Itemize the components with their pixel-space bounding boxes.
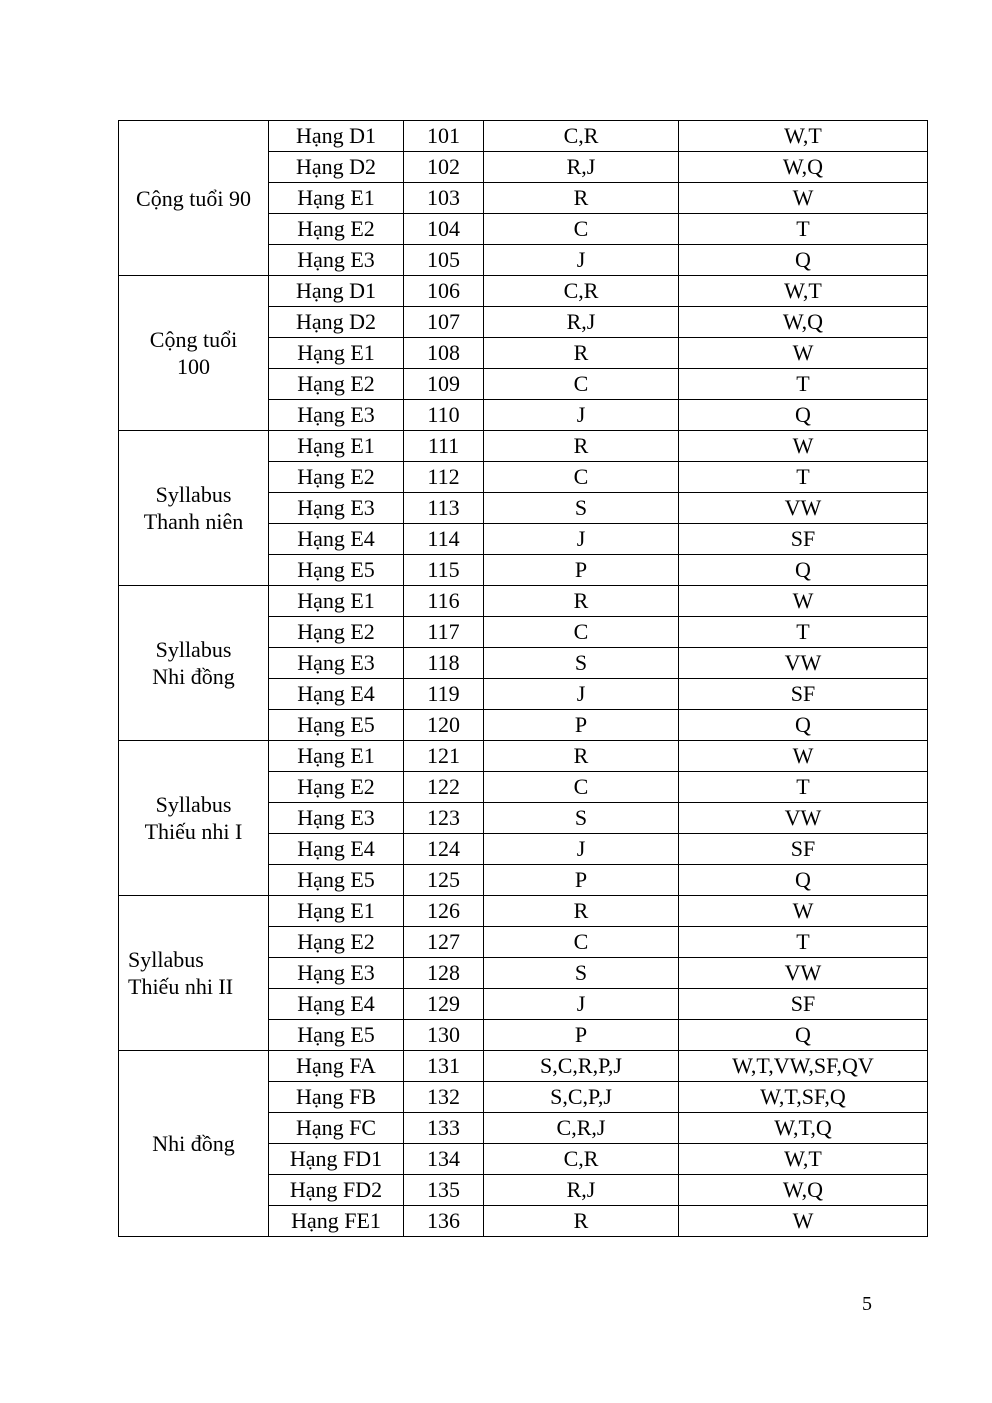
dance-set-a-cell: R,J [484, 152, 679, 183]
dance-set-b-cell: W,T,Q [679, 1113, 928, 1144]
code-cell: 133 [404, 1113, 484, 1144]
code-cell: 119 [404, 679, 484, 710]
code-cell: 126 [404, 896, 484, 927]
dance-set-b-cell: W,T,SF,Q [679, 1082, 928, 1113]
dance-set-b-cell: W [679, 741, 928, 772]
level-cell: Hạng E4 [269, 834, 404, 865]
code-cell: 109 [404, 369, 484, 400]
dance-set-b-cell: W,T [679, 121, 928, 152]
group-name-line: 100 [177, 354, 210, 379]
level-cell: Hạng E4 [269, 989, 404, 1020]
dance-set-b-cell: SF [679, 834, 928, 865]
dance-set-a-cell: C,R,J [484, 1113, 679, 1144]
dance-set-a-cell: J [484, 400, 679, 431]
code-cell: 128 [404, 958, 484, 989]
dance-set-b-cell: Q [679, 555, 928, 586]
group-name-cell [119, 586, 269, 741]
level-cell: Hạng FC [269, 1113, 404, 1144]
table-row [119, 121, 928, 152]
dance-set-a-cell: P [484, 1020, 679, 1051]
level-cell: Hạng E3 [269, 648, 404, 679]
dance-set-a-cell: C [484, 617, 679, 648]
code-cell: 131 [404, 1051, 484, 1082]
code-cell: 102 [404, 152, 484, 183]
code-cell: 113 [404, 493, 484, 524]
level-cell: Hạng E1 [269, 183, 404, 214]
code-cell: 122 [404, 772, 484, 803]
dance-set-a-cell: R [484, 338, 679, 369]
dance-set-b-cell: W [679, 431, 928, 462]
level-cell: Hạng E2 [269, 214, 404, 245]
table-row [119, 896, 928, 927]
dance-set-a-cell: J [484, 989, 679, 1020]
level-cell: Hạng E2 [269, 772, 404, 803]
dance-set-a-cell: C [484, 462, 679, 493]
dance-set-a-cell: J [484, 524, 679, 555]
table-row [119, 741, 928, 772]
code-cell: 135 [404, 1175, 484, 1206]
level-cell: Hạng E1 [269, 338, 404, 369]
dance-set-a-cell: R [484, 586, 679, 617]
level-cell: Hạng D1 [269, 121, 404, 152]
group-name-cell [119, 896, 269, 1051]
dance-set-a-cell: S [484, 493, 679, 524]
code-cell: 108 [404, 338, 484, 369]
code-cell: 124 [404, 834, 484, 865]
dance-set-a-cell: J [484, 679, 679, 710]
dance-set-b-cell: T [679, 369, 928, 400]
dance-set-b-cell: VW [679, 803, 928, 834]
code-cell: 107 [404, 307, 484, 338]
table-row [119, 586, 928, 617]
level-cell: Hạng FA [269, 1051, 404, 1082]
level-cell: Hạng E2 [269, 462, 404, 493]
level-cell: Hạng FB [269, 1082, 404, 1113]
dance-set-a-cell: S,C,P,J [484, 1082, 679, 1113]
dance-set-b-cell: W,Q [679, 1175, 928, 1206]
dance-set-a-cell: R [484, 183, 679, 214]
dance-set-a-cell: P [484, 865, 679, 896]
code-cell: 104 [404, 214, 484, 245]
dance-set-b-cell: VW [679, 648, 928, 679]
dance-set-b-cell: Q [679, 865, 928, 896]
dance-set-a-cell: J [484, 245, 679, 276]
level-cell: Hạng FE1 [269, 1206, 404, 1237]
level-cell: Hạng E3 [269, 958, 404, 989]
dance-set-b-cell: T [679, 617, 928, 648]
code-cell: 103 [404, 183, 484, 214]
table-body [119, 121, 928, 1237]
dance-set-a-cell: C,R [484, 1144, 679, 1175]
dance-set-a-cell: R [484, 896, 679, 927]
code-cell: 121 [404, 741, 484, 772]
dance-set-b-cell: SF [679, 679, 928, 710]
dance-set-a-cell: S [484, 648, 679, 679]
code-cell: 134 [404, 1144, 484, 1175]
code-cell: 117 [404, 617, 484, 648]
level-cell: Hạng E1 [269, 586, 404, 617]
code-cell: 115 [404, 555, 484, 586]
dance-set-a-cell: C,R [484, 276, 679, 307]
group-name-line: Syllabus [155, 637, 232, 662]
dance-set-a-cell: R [484, 741, 679, 772]
dance-set-b-cell: W [679, 1206, 928, 1237]
dance-set-b-cell: T [679, 214, 928, 245]
code-cell: 112 [404, 462, 484, 493]
dance-set-b-cell: W [679, 586, 928, 617]
dance-set-a-cell: P [484, 555, 679, 586]
group-name-cell [119, 431, 269, 586]
code-cell: 136 [404, 1206, 484, 1237]
level-cell: Hạng E2 [269, 369, 404, 400]
group-name-cell [119, 121, 269, 276]
code-cell: 125 [404, 865, 484, 896]
code-cell: 116 [404, 586, 484, 617]
level-cell: Hạng FD2 [269, 1175, 404, 1206]
group-name-line: Syllabus [155, 482, 232, 507]
dance-set-a-cell: R,J [484, 307, 679, 338]
dance-set-a-cell: J [484, 834, 679, 865]
dance-set-b-cell: SF [679, 989, 928, 1020]
level-cell: Hạng E5 [269, 710, 404, 741]
dance-set-b-cell: W,T [679, 276, 928, 307]
level-cell: Hạng E5 [269, 865, 404, 896]
table-row [119, 276, 928, 307]
level-cell: Hạng D1 [269, 276, 404, 307]
group-name-cell [119, 276, 269, 431]
dance-set-a-cell: C [484, 369, 679, 400]
code-cell: 127 [404, 927, 484, 958]
dance-set-b-cell: T [679, 927, 928, 958]
level-cell: Hạng E1 [269, 741, 404, 772]
dance-set-b-cell: W [679, 338, 928, 369]
dance-set-b-cell: W [679, 896, 928, 927]
level-cell: Hạng E3 [269, 803, 404, 834]
level-cell: Hạng E3 [269, 400, 404, 431]
level-cell: Hạng FD1 [269, 1144, 404, 1175]
dance-set-a-cell: P [484, 710, 679, 741]
level-cell: Hạng E2 [269, 617, 404, 648]
dance-set-a-cell: C,R [484, 121, 679, 152]
dance-set-a-cell: R,J [484, 1175, 679, 1206]
dance-set-a-cell: S [484, 958, 679, 989]
code-cell: 114 [404, 524, 484, 555]
code-cell: 101 [404, 121, 484, 152]
group-name-line: Thiếu nhi II [128, 974, 234, 999]
level-cell: Hạng E4 [269, 524, 404, 555]
group-name-line: Thiếu nhi I [144, 819, 243, 844]
dance-set-a-cell: C [484, 927, 679, 958]
code-cell: 130 [404, 1020, 484, 1051]
group-name-cell [119, 1051, 269, 1237]
dance-set-b-cell: W,T [679, 1144, 928, 1175]
dance-set-b-cell: W,Q [679, 152, 928, 183]
dance-category-table [118, 120, 928, 1237]
level-cell: Hạng E4 [269, 679, 404, 710]
dance-set-b-cell: VW [679, 958, 928, 989]
code-cell: 123 [404, 803, 484, 834]
level-cell: Hạng D2 [269, 307, 404, 338]
group-name-line: Nhi đồng [152, 1131, 235, 1156]
code-cell: 118 [404, 648, 484, 679]
level-cell: Hạng E2 [269, 927, 404, 958]
dance-set-a-cell: R [484, 1206, 679, 1237]
dance-set-b-cell: Q [679, 400, 928, 431]
level-cell: Hạng E3 [269, 245, 404, 276]
table-row [119, 431, 928, 462]
level-cell: Hạng E5 [269, 1020, 404, 1051]
code-cell: 105 [404, 245, 484, 276]
group-name-cell [119, 741, 269, 896]
dance-set-b-cell: T [679, 462, 928, 493]
code-cell: 111 [404, 431, 484, 462]
code-cell: 106 [404, 276, 484, 307]
page-number: 5 [862, 1293, 872, 1315]
level-cell: Hạng E5 [269, 555, 404, 586]
dance-set-a-cell: C [484, 772, 679, 803]
group-name-line: Cộng tuổi 90 [136, 185, 251, 211]
dance-set-b-cell: SF [679, 524, 928, 555]
code-cell: 129 [404, 989, 484, 1020]
dance-set-b-cell: Q [679, 245, 928, 276]
dance-set-b-cell: Q [679, 1020, 928, 1051]
code-cell: 110 [404, 400, 484, 431]
dance-set-b-cell: VW [679, 493, 928, 524]
dance-set-a-cell: S [484, 803, 679, 834]
dance-set-b-cell: W,T,VW,SF,QV [679, 1051, 928, 1082]
group-name-line: Cộng tuổi [149, 327, 238, 352]
code-cell: 120 [404, 710, 484, 741]
dance-set-b-cell: W,Q [679, 307, 928, 338]
level-cell: Hạng D2 [269, 152, 404, 183]
level-cell: Hạng E1 [269, 431, 404, 462]
group-name-line: Nhi đồng [152, 664, 235, 689]
group-name-line: Syllabus [155, 792, 232, 817]
dance-set-b-cell: Q [679, 710, 928, 741]
dance-set-a-cell: S,C,R,P,J [484, 1051, 679, 1082]
level-cell: Hạng E3 [269, 493, 404, 524]
table-row [119, 1051, 928, 1082]
dance-set-b-cell: W [679, 183, 928, 214]
group-name-line: Thanh niên [143, 509, 244, 534]
dance-set-a-cell: C [484, 214, 679, 245]
group-name-line: Syllabus [128, 947, 204, 972]
dance-set-a-cell: R [484, 431, 679, 462]
level-cell: Hạng E1 [269, 896, 404, 927]
code-cell: 132 [404, 1082, 484, 1113]
dance-set-b-cell: T [679, 772, 928, 803]
